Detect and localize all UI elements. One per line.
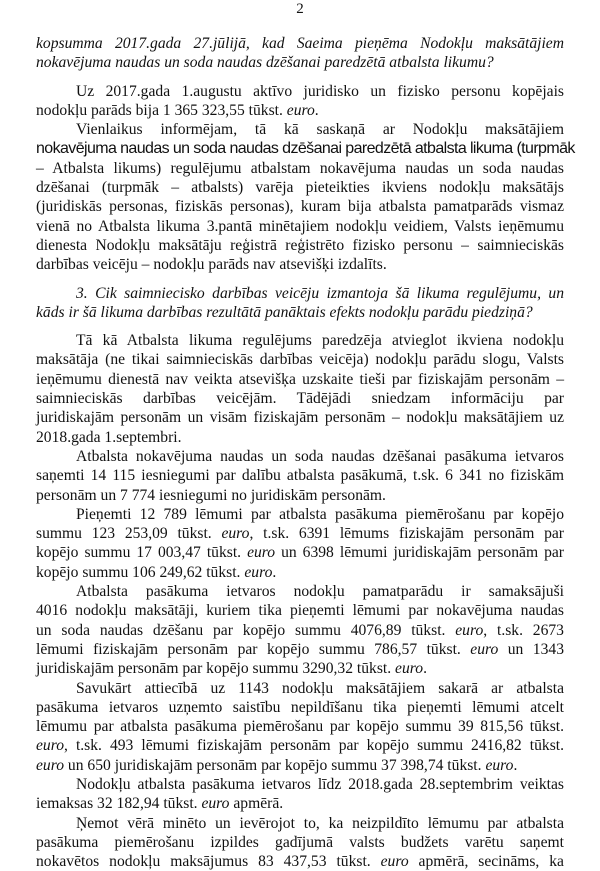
text-line xyxy=(36,120,564,139)
text-line xyxy=(36,408,564,427)
text-line xyxy=(36,101,564,120)
text-segment: , t.sk. 2673 xyxy=(483,621,564,639)
text-segment: darbības veicēju – nodokļu parāds nav atsevišķi izdalīts. xyxy=(36,256,387,274)
text-line xyxy=(36,659,564,678)
text-line xyxy=(36,563,564,582)
body-paragraph xyxy=(36,505,564,582)
text-line xyxy=(36,428,564,447)
text-segment: . xyxy=(272,563,277,581)
question-paragraph xyxy=(36,284,564,323)
text-segment: 4016 nodokļu maksātāji, kuriem tika pieņemti lēmumi par nokavējuma naudas xyxy=(36,602,564,620)
currency-term: euro xyxy=(455,621,484,639)
text-segment: , t.sk. 493 lēmumi fiziskajām personām par kopējo summu 2416,82 tūkst. xyxy=(64,737,564,755)
text-segment: nodokļu parāds bija 1 365 323,55 tūkst. xyxy=(36,101,287,119)
text-segment: iemaksas 32 182,94 tūkst. xyxy=(36,795,202,813)
text-line xyxy=(36,217,564,236)
text-segment: ieņēmumu dienestā nav veikta atsevišķa uzskaite tieši par fiziskajām personām – xyxy=(36,370,564,388)
text-segment: . xyxy=(314,101,319,119)
text-segment: Tā kā Atbalsta likuma regulējums paredzēja atvieglot ikviena nodokļu xyxy=(76,332,564,350)
text-segment: kopējo summu 106 249,62 tūkst. xyxy=(36,563,245,581)
text-segment: Savukārt attiecībā uz 1143 nodokļu maksātājiem sakarā ar atbalsta xyxy=(76,679,564,697)
text-line xyxy=(36,736,564,755)
text-segment: saimnieciskās darbības veicējām. Tādējādi sniedzam informāciju par xyxy=(36,390,564,408)
text-line xyxy=(36,255,564,274)
text-segment: lēmumi fiziskajām personām par kopējo summu 786,57 tūkst. xyxy=(36,640,471,658)
text-segment: 3. Cik saimniecisko darbības veicēju izmantoja šā likuma regulējumu, un xyxy=(76,284,564,302)
text-segment: , t.sk. 6391 lēmums fiziskajām personām par xyxy=(249,525,564,543)
text-segment: dzēšanai (turpmāk – atbalsts) varēja pieteikties ikviens nodokļu maksātājs xyxy=(36,179,564,197)
currency-term: euro xyxy=(286,101,315,119)
text-segment: apmērā, secināms, ka xyxy=(408,853,564,871)
text-segment: (juridiskās personas, fiziskās personas), kuram bija atbalsta pamatparāds vismaz xyxy=(36,198,564,216)
text-line xyxy=(36,833,564,852)
text-line xyxy=(36,53,564,72)
text-line xyxy=(36,524,564,543)
currency-term: euro xyxy=(395,660,424,678)
currency-term: euro xyxy=(36,737,65,755)
text-line xyxy=(36,640,564,659)
text-segment: kopsumma 2017.gada 27.jūlijā, kad Saeima pieņēma Nodokļu maksātājiem xyxy=(36,35,564,52)
text-segment: lēmumu par atbalsta pasākuma piemērošanu par kopējo summu 39 815,56 tūkst. xyxy=(36,718,564,736)
text-segment: Atbalsta pasākuma ietvaros nodokļu pamatparādu ir samaksājuši xyxy=(76,583,564,601)
text-segment: pasākuma ietvaros uzņemto saistību nepildīšanu tika pieņemti lēmumi atcelt xyxy=(36,698,564,716)
text-line xyxy=(36,159,564,178)
document-body xyxy=(36,34,575,871)
text-segment: vienā no Atbalsta likuma 3.pantā minētajiem nodokļu veidiem, Valsts ieņēmumu xyxy=(36,217,564,235)
text-segment: un 650 juridiskajām personām par kopējo summu 37 398,74 tūkst. xyxy=(64,756,486,774)
text-segment: maksātāja (ne tikai saimnieciskās darbības veicēja) nodokļu parādu slogu, Valsts xyxy=(36,351,564,369)
currency-term: euro xyxy=(485,756,514,774)
text-line xyxy=(36,601,564,620)
text-line xyxy=(36,34,564,53)
page-number: 2 xyxy=(296,1,304,17)
text-line xyxy=(36,178,564,197)
text-line xyxy=(36,775,564,794)
text-segment: Nodokļu atbalsta pasākuma ietvaros līdz 2018.gada 28.septembrim veiktas xyxy=(76,775,564,793)
currency-term: euro xyxy=(247,544,276,562)
text-segment: summu 123 253,09 tūkst. xyxy=(36,525,222,543)
body-paragraph xyxy=(36,814,564,871)
text-segment: 2018.gada 1.septembri. xyxy=(36,428,182,446)
body-paragraph xyxy=(36,82,564,121)
text-line xyxy=(36,331,564,350)
text-line xyxy=(36,466,564,485)
text-line xyxy=(36,621,564,640)
currency-term: euro xyxy=(244,563,273,581)
currency-term: euro xyxy=(36,756,65,774)
text-segment: – Atbalsta likums) regulējumu atbalstam nokavējuma naudas un soda naudas xyxy=(36,159,564,177)
text-line xyxy=(36,82,564,101)
text-segment: apmērā. xyxy=(229,795,284,813)
text-line xyxy=(36,756,564,775)
text-line xyxy=(36,505,564,524)
body-paragraph xyxy=(36,775,564,814)
text-segment: Ņemot vērā minēto un ievērojot to, ka neizpildīto lēmumu par atbalsta xyxy=(76,814,564,832)
text-segment: Pieņemti 12 789 lēmumi par atbalsta pasākuma piemērošanu par kopējo xyxy=(76,505,564,523)
text-segment: . xyxy=(423,660,427,678)
text-line xyxy=(36,486,564,505)
text-segment: dienesta Nodokļu maksātāju reģistrā reģistrēto fizisko personu – saimnieciskās xyxy=(36,236,564,254)
body-paragraph xyxy=(36,331,564,447)
text-line xyxy=(36,370,564,389)
text-segment: kopējo summu 17 003,47 tūkst. xyxy=(36,544,248,562)
text-segment: nokavētos nodokļu maksājumus 83 437,53 tūkst. xyxy=(36,853,381,871)
text-line xyxy=(36,350,564,369)
text-segment: pasākuma piemērošanu izpildes gadījumā valsts budžets varētu saņemt xyxy=(36,833,564,851)
question-paragraph xyxy=(36,34,564,73)
text-line xyxy=(36,794,564,813)
text-segment: juridiskajām personām par kopējo summu 3290,32 tūkst. xyxy=(36,660,396,678)
text-segment: saņemti 14 115 iesniegumi par dalību atbalsta pasākumā, t.sk. 6 341 no fiziskām xyxy=(36,467,564,485)
body-paragraph xyxy=(36,120,575,274)
currency-term: euro xyxy=(221,525,250,543)
body-paragraph xyxy=(36,447,564,505)
text-line xyxy=(36,582,564,601)
text-line xyxy=(36,197,564,216)
body-paragraph xyxy=(36,582,564,678)
text-line xyxy=(36,236,564,255)
text-line xyxy=(36,284,564,303)
text-segment: Vienlaikus informējam, tā kā saskaņā ar Nodokļu maksātājiem xyxy=(76,121,564,139)
text-segment: Atbalsta nokavējuma naudas un soda naudas dzēšanai pasākuma ietvaros xyxy=(76,447,564,465)
text-segment: kāds ir šā likuma darbības rezultātā panāktais efekts nodokļu parādu piedziņā? xyxy=(36,303,533,321)
text-line xyxy=(36,139,575,158)
text-segment: nokavējuma naudas un soda naudas dzēšanai paredzētā atbalsta likumu? xyxy=(36,54,494,72)
text-segment: Uz 2017.gada 1.augustu aktīvo juridisko un fizisko personu kopējais xyxy=(76,82,564,100)
currency-term: euro xyxy=(470,640,499,658)
text-segment: un 1343 xyxy=(498,640,564,658)
text-line xyxy=(36,852,564,871)
text-line xyxy=(36,698,564,717)
currency-term: euro xyxy=(380,853,409,871)
text-line xyxy=(36,303,564,322)
currency-term: euro xyxy=(201,795,230,813)
text-segment: nokavējuma naudas un soda naudas dzēšanai paredzētā atbalsta likuma (turpmāk xyxy=(36,140,575,158)
text-line xyxy=(36,717,564,736)
text-line xyxy=(36,389,564,408)
text-line xyxy=(36,447,564,466)
text-line xyxy=(36,814,564,833)
text-line xyxy=(36,679,564,698)
text-segment: un 6398 lēmumi juridiskajām personām par xyxy=(275,544,564,562)
text-line xyxy=(36,543,564,562)
text-segment: un soda naudas dzēšanu par kopējo summu 4076,89 tūkst. xyxy=(36,621,456,639)
body-paragraph xyxy=(36,679,564,775)
text-segment: juridiskajām personām un visām fiziskajām personām – nodokļu maksātājiem uz xyxy=(36,409,564,427)
text-segment: . xyxy=(513,756,518,774)
text-segment: personām un 7 774 iesniegumi no juridiskām personām. xyxy=(36,486,386,504)
